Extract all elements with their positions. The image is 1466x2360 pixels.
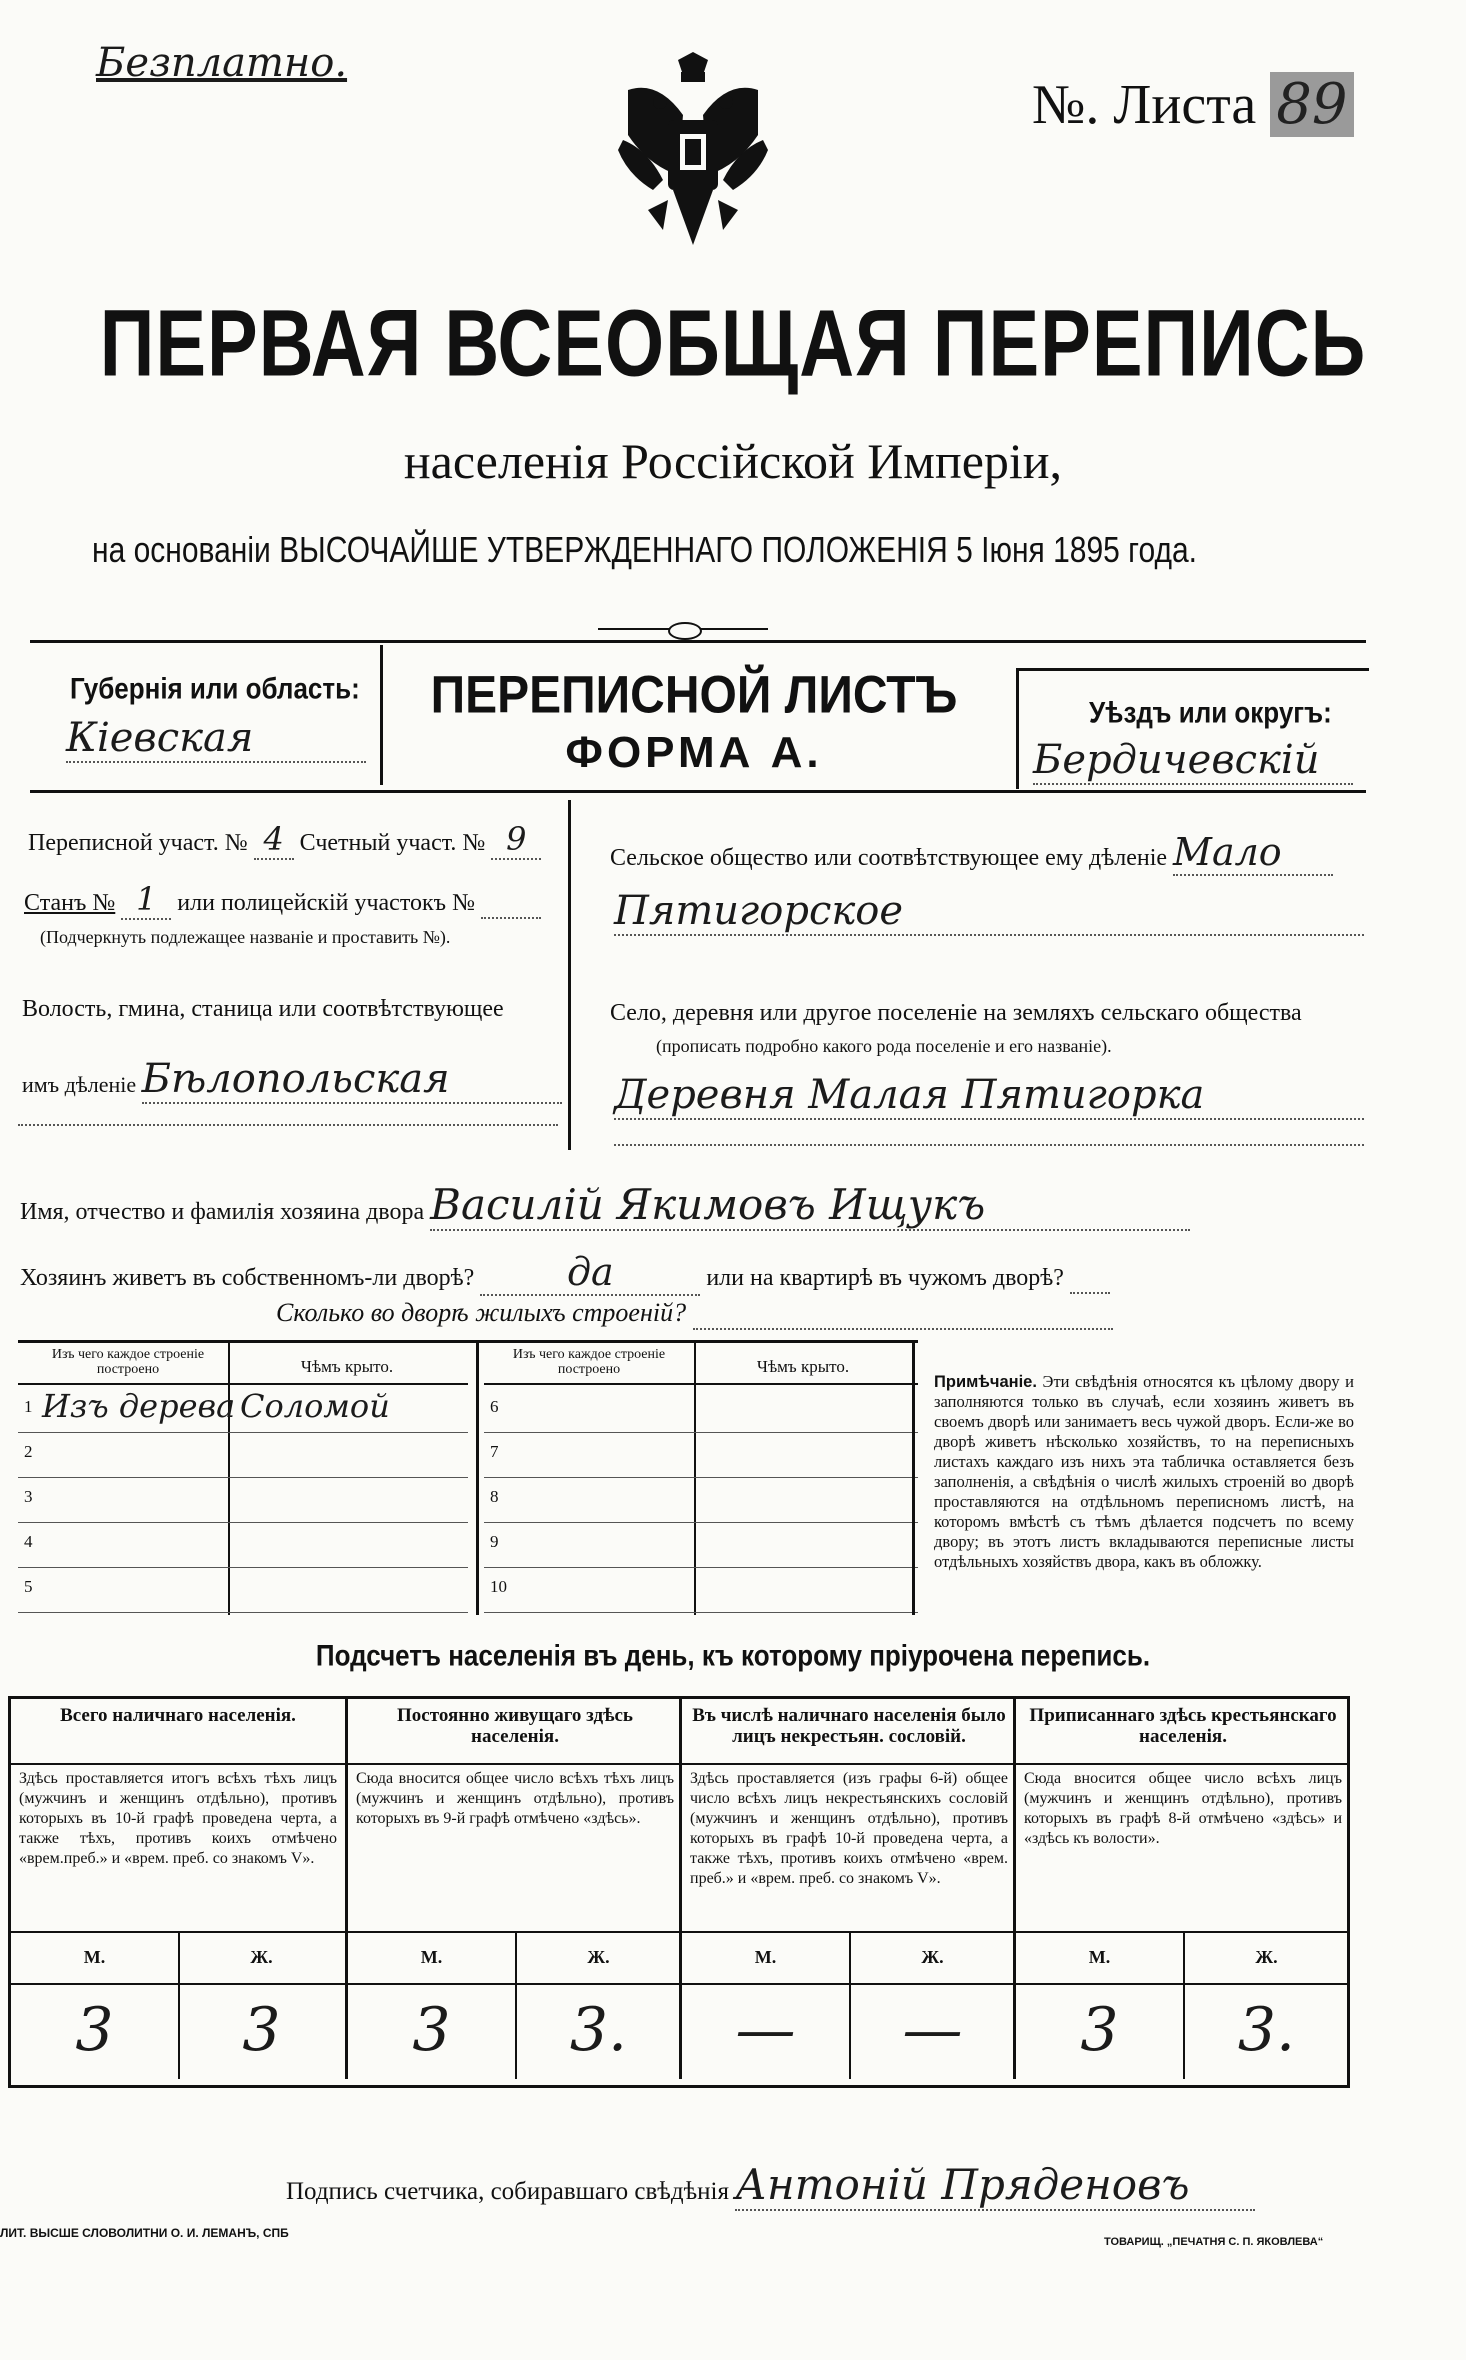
stan-line (24, 880, 541, 920)
signature-line (286, 2160, 1255, 2211)
population-table (8, 1696, 1350, 2088)
free-label: Безплатно. (96, 40, 348, 86)
building-row (484, 1387, 918, 1433)
population-column-header: Всего наличнаго населенія. (60, 1705, 296, 1726)
male-count: 3 (75, 1995, 114, 2065)
population-column-description: Здѣсь проставляется (изъ графы 6-й) общее число всѣхъ лицъ некрестьянскихъ сословій (мужчинъ и женщинъ отдѣльно), противъ которыхъ въ графѣ 10-й проведена черта, а также тѣхъ, противъ коихъ отмѣчено «врем. преб.» и «врем. преб. со знакомъ V». (690, 1770, 1008, 1887)
female-header: Ж. (921, 1947, 944, 1967)
building-row (18, 1387, 468, 1433)
population-column-description: Сюда вносится общее число всѣхъ лицъ (мужчинъ и женщинъ отдѣльно), противъ которыхъ въ графѣ 8-й отмѣчено «здѣсь» и «здѣсь къ волости». (1024, 1770, 1342, 1847)
male-header: М. (420, 1947, 443, 1967)
own-yard-label: Хозяинъ живетъ въ собственномъ-ли дворѣ? (20, 1265, 475, 1291)
building-row-number: 10 (490, 1577, 507, 1596)
census-title: ПЕРВАЯ ВСЕОБЩАЯ ПЕРЕПИСЬ (99, 290, 1367, 397)
note-block (934, 1372, 1354, 1572)
census-subtitle: населенія Россійской Имперіи, (403, 433, 1063, 489)
population-column-description: Здѣсь проставляется итогъ всѣхъ тѣхъ лицъ (мужчинъ и женщинъ отдѣльно), противъ которыхъ въ 10-й графѣ проведена черта, а также тѣхъ, противъ коихъ отмѣчено «врем.преб.» и «врем. преб. со знакомъ V». (19, 1770, 337, 1867)
sheet-number (1032, 72, 1354, 137)
signature-value: Антоній Пряденовъ (735, 2160, 1255, 2211)
population-column-description: Сюда вносится общее число всѣхъ тѣхъ лицъ (мужчинъ и женщинъ отдѣльно), противъ которыхъ въ 9-й графѣ отмѣчено «здѣсь». (356, 1770, 674, 1827)
rural-value-1: Мало (1173, 830, 1333, 876)
owner-line (20, 1180, 1190, 1231)
building-material: Изъ дерева (42, 1387, 236, 1425)
village-value: Деревня Малая Пятигорка (614, 1072, 1364, 1120)
sheet-number-value: 89 (1270, 72, 1353, 137)
stan-value: 1 (121, 880, 171, 920)
male-header: М. (83, 1947, 106, 1967)
volost-value: Бѣлопольская (142, 1056, 562, 1104)
village-extra-line (614, 1144, 1364, 1146)
volost-second-line (22, 1056, 562, 1104)
roof-header-right: Чѣмъ крыто. (756, 1357, 850, 1376)
female-header: Ж. (587, 1947, 610, 1967)
building-row (484, 1522, 918, 1568)
population-column-header: Приписаннаго здѣсь крестьянскаго населенія. (1029, 1705, 1337, 1747)
village-note: (прописать подробно какого рода поселеніе и его названіе). (656, 1036, 1112, 1056)
volost-extra-line (18, 1124, 558, 1126)
own-yard-line (20, 1250, 1110, 1296)
note-label: Примѣчаніе. (934, 1373, 1037, 1391)
uezd-box (1016, 668, 1369, 789)
female-count: 3 (242, 1995, 281, 2065)
printer-left: ЛИТ. ВЫСШЕ СЛОВОЛИТНИ О. И. ЛЕМАНЪ, СПБ (0, 2226, 289, 2240)
population-column (679, 1699, 1016, 2079)
building-row (18, 1477, 468, 1523)
owner-value: Василій Якимовъ Ищукъ (430, 1180, 1190, 1231)
sheet-number-label: №. Листа (1032, 74, 1257, 136)
printer-right: ТОВАРИЩ. „ПЕЧАТНЯ С. П. ЯКОВЛЕВА“ (1104, 2236, 1324, 2248)
building-roof: Соломой (240, 1387, 390, 1425)
rule (30, 790, 1366, 793)
male-header: М. (1088, 1947, 1111, 1967)
count-plot-label: Счетный участ. № (299, 830, 486, 856)
building-row-number: 9 (490, 1532, 499, 1551)
stan-label: Станъ № (24, 890, 116, 916)
male-count: 3 (412, 1995, 451, 2065)
column-divider (568, 800, 571, 1150)
building-row (18, 1432, 468, 1478)
underline-note: (Подчеркнуть подлежащее названіе и проставить №). (40, 927, 451, 947)
buildings-table (18, 1340, 918, 1615)
male-count: — (735, 1995, 796, 2065)
volost-label: имъ дѣленіе (22, 1072, 137, 1097)
uezd-value: Бердичевскій (1033, 737, 1353, 785)
census-basis: на основаніи ВЫСОЧАЙШЕ УТВЕРЖДЕННАГО ПОЛОЖЕНІЯ 5 Іюня 1895 года. (92, 530, 1198, 571)
female-header: Ж. (1255, 1947, 1278, 1967)
material-header: Изъ чего каждое строеніе построено (51, 1347, 205, 1377)
building-row-number: 6 (490, 1397, 499, 1416)
building-row (18, 1522, 468, 1568)
ornament-divider (598, 622, 768, 636)
building-row-number: 2 (24, 1442, 33, 1461)
building-row-number: 8 (490, 1487, 499, 1506)
female-count: — (902, 1995, 963, 2065)
guberniya-value: Кіевская (66, 715, 366, 763)
female-count: 3. (569, 1995, 628, 2065)
owner-label: Имя, отчество и фамилія хозяина двора (20, 1199, 425, 1225)
building-row-number: 3 (24, 1487, 33, 1506)
own-yard-value: да (480, 1250, 700, 1296)
material-header-right: Изъ чего каждое строеніе построено (512, 1347, 666, 1377)
building-row (484, 1477, 918, 1523)
building-row (18, 1567, 468, 1613)
census-plot-line (28, 820, 541, 860)
male-header: М. (754, 1947, 777, 1967)
count-plot-value: 9 (491, 820, 541, 860)
roof-header: Чѣмъ крыто. (300, 1357, 394, 1376)
note-text: Эти свѣдѣнія относятся къ цѣлому двору и заполняются только въ случаѣ, если хозяинъ живетъ въ своемъ дворѣ или занимаетъ весь чужой дворъ. Если-же во дворѣ живетъ нѣсколько хозяйствъ, то на переписныхъ листахъ каждаго изъ нихъ эта табличка оставляется безъ заполненія, а свѣдѣнія о числѣ жилыхъ строеній во дворѣ проставляются на отдѣльномъ переписномъ листѣ, на которомъ вмѣстѣ съ тѣмъ дѣлается подсчетъ по всему двору; въ этотъ листъ вкладываются переписные листы отдѣльныхъ хозяйствъ двора, какъ въ обложку. (934, 1372, 1354, 1571)
buildings-table-left (18, 1343, 468, 1615)
imperial-eagle-emblem (608, 50, 778, 265)
buildings-question: Сколько во дворѣ жилыхъ строеній? (276, 1298, 687, 1327)
uezd-label: Уѣздъ или округъ: (1089, 694, 1332, 730)
population-column-header: Постоянно живущаго здѣсь населенія. (397, 1705, 633, 1747)
population-column (1013, 1699, 1350, 2079)
rent-label: или на квартирѣ въ чужомъ дворѣ? (706, 1265, 1064, 1291)
population-column (345, 1699, 682, 2079)
building-row-number: 4 (24, 1532, 33, 1551)
building-row-number: 7 (490, 1442, 499, 1461)
rural-value-2: Пятигорское (614, 888, 1364, 936)
police-label: или полицейскій участокъ № (177, 890, 475, 916)
rural-line (610, 830, 1333, 876)
village-label: Село, деревня или другое поселеніе на земляхъ сельскаго общества (610, 1000, 1302, 1026)
form-title: ПЕРЕПИСНОЙ ЛИСТЪ (430, 666, 958, 725)
volost-line: Волость, гмина, станица или соотвѣтствующее (22, 996, 504, 1022)
population-title: Подсчетъ населенія въ день, къ которому пріурочена перепись. (315, 1637, 1151, 1673)
population-column (11, 1699, 345, 2079)
male-count: 3 (1080, 1995, 1119, 2065)
guberniya-label: Губернія или область: (70, 670, 360, 706)
census-plot-label: Переписной участ. № (28, 830, 248, 856)
building-row (484, 1432, 918, 1478)
guberniya-box (30, 645, 383, 785)
signature-label: Подпись счетчика, собиравшаго свѣдѣнія (286, 2178, 729, 2205)
building-row-number: 5 (24, 1577, 33, 1596)
census-plot-value: 4 (254, 820, 294, 860)
buildings-question-line (276, 1298, 1113, 1330)
form-name: ФОРМА А. (565, 728, 823, 777)
building-row (484, 1567, 918, 1613)
female-count: 3. (1237, 1995, 1296, 2065)
female-header: Ж. (250, 1947, 273, 1967)
buildings-table-right (484, 1343, 918, 1615)
rule (30, 640, 1366, 643)
building-row-number: 1 (24, 1397, 33, 1416)
population-column-header: Въ числѣ наличнаго населенія было лицъ некрестьян. сословій. (692, 1705, 1006, 1747)
rural-label: Сельское общество или соотвѣтствующее ему дѣленіе (610, 845, 1168, 871)
